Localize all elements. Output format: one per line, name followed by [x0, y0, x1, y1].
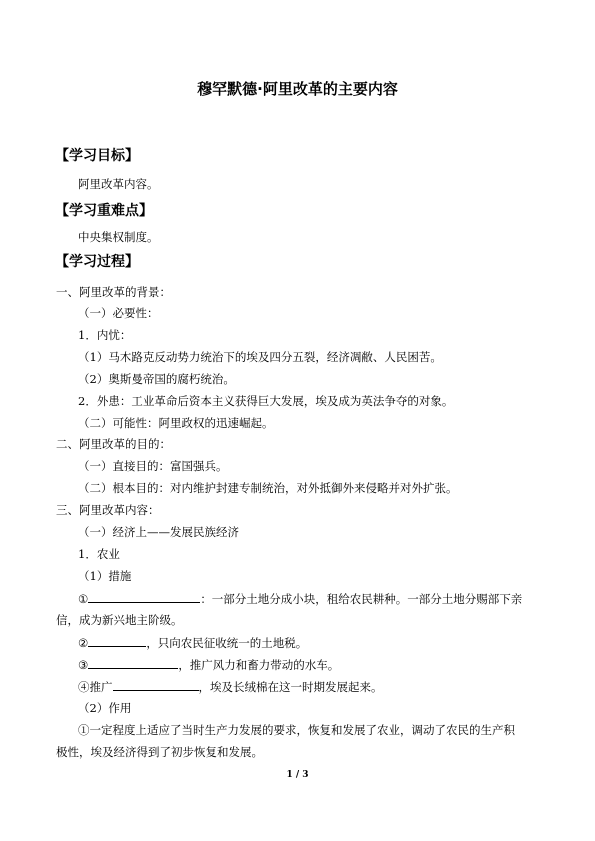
- section-1a1b: （2）奥斯曼帝国的腐朽统治。: [78, 372, 235, 386]
- section-1a: （一）必要性：: [78, 306, 159, 320]
- section-3a: （一）经济上——发展民族经济: [78, 525, 239, 539]
- heading-key-points: 【学习重难点】: [55, 203, 153, 219]
- effect-1: ①一定程度上适应了当时生产力发展的要求，恢复和发展了农业，调动了农民的生产积: [78, 723, 515, 737]
- heading-goals: 【学习目标】: [55, 148, 139, 164]
- page-title: 穆罕默德·阿里改革的主要内容: [197, 80, 398, 98]
- fill-in-blank[interactable]: [88, 591, 200, 603]
- section-1a1: 1．内忧：: [78, 328, 132, 342]
- section-1a2: 2．外患：工业革命后资本主义获得巨大发展，埃及成为英法争夺的对象。: [78, 394, 454, 408]
- page-number: 1 / 3: [286, 770, 309, 780]
- measure-3: ③ ，推广风力和畜力带动的水车。: [78, 658, 340, 672]
- effect-1-cont: 极性，埃及经济得到了初步恢复和发展。: [56, 745, 263, 759]
- fill-in-blank[interactable]: [113, 679, 199, 691]
- fill-in-blank[interactable]: [88, 657, 178, 669]
- section-1a1a: （1）马木路克反动势力统治下的埃及四分五裂，经济凋敝、人民困苦。: [78, 350, 442, 364]
- section-3a1: 1．农业: [78, 547, 120, 561]
- section-3: 三、阿里改革内容：: [56, 503, 160, 517]
- section-3a1b: （2）作用: [78, 701, 132, 715]
- section-1b: （二）可能性：阿里政权的迅速崛起。: [78, 416, 274, 430]
- section-2a: （一）直接目的：富国强兵。: [78, 459, 228, 473]
- fill-in-blank[interactable]: [88, 635, 146, 647]
- measure-1: ① ：一部分土地分成小块，租给农民耕种。一部分土地分赐部下亲: [78, 592, 523, 606]
- heading-process: 【学习过程】: [55, 254, 139, 270]
- goals-text: 阿里改革内容。: [78, 177, 159, 191]
- section-1: 一、阿里改革的背景：: [56, 285, 171, 299]
- section-3a1a: （1）措施: [78, 569, 132, 583]
- key-points-text: 中央集权制度。: [78, 230, 159, 244]
- section-2: 二、阿里改革的目的：: [56, 437, 171, 451]
- measure-1-cont: 信，成为新兴地主阶级。: [56, 613, 183, 627]
- section-2b: （二）根本目的：对内维护封建专制统治，对外抵御外来侵略并对外扩张。: [78, 481, 458, 495]
- measure-2: ② ，只向农民征收统一的土地税。: [78, 636, 308, 650]
- measure-4: ④推广 ，埃及长绒棉在这一时期发展起来。: [78, 680, 383, 694]
